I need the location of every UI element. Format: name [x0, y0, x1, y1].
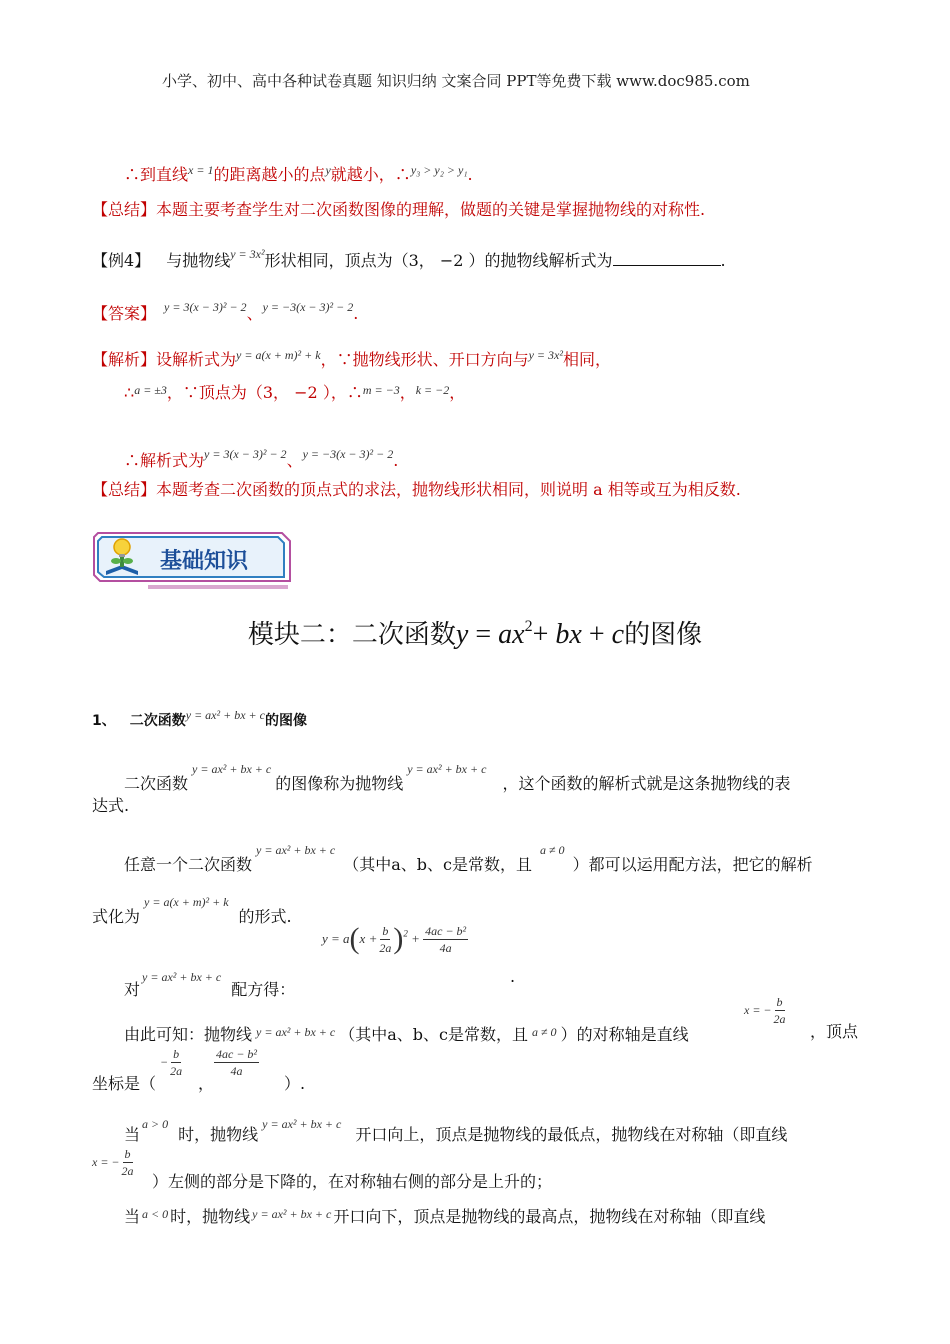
period: .	[510, 967, 516, 986]
example-label: 【例4】	[92, 251, 151, 270]
text: 、	[246, 304, 263, 323]
math: y = ax² + bx + c	[192, 762, 272, 776]
text: 配方得：	[231, 980, 296, 999]
analysis-line-3	[124, 443, 398, 472]
text: ，∵顶点为（3， −2 ），∴	[166, 383, 363, 402]
text: 、	[286, 451, 303, 470]
math: y = ax² + bx + c	[407, 762, 487, 776]
text: .	[720, 251, 726, 270]
text: 时，抛物线	[170, 1207, 251, 1226]
text: 的图像	[264, 713, 307, 729]
text: ）都可以运用配方法，把它的解析	[572, 855, 813, 874]
vertex-y-formula: $\frac{\text{4ac − b²}}{4a}$	[216, 1047, 258, 1078]
module-title: 模块二：二次函数$y = ax^2+$ bx + c的图像	[247, 618, 703, 650]
text: 的图像称为抛物线	[275, 774, 404, 793]
paragraph-5-cont: ）左侧的部分是下降的，在对称轴右侧的部分是上升的；	[152, 1172, 553, 1191]
math: y = 3x²	[230, 247, 265, 261]
text: 的形式.	[238, 907, 292, 926]
title-pre: 模块二：二次函数	[247, 620, 456, 650]
math: y = a(x + m)² + k	[236, 348, 321, 362]
math: y = 3(x − 3)² − 2	[164, 300, 247, 314]
section-heading-1	[92, 708, 307, 730]
paragraph-6	[124, 1203, 765, 1228]
paragraph-1-cont: 达式.	[92, 796, 130, 815]
answer-line	[92, 296, 358, 325]
answer-label: 【答案】	[92, 304, 157, 323]
math: a ≠ 0	[539, 843, 565, 857]
section-number: 1、	[92, 713, 116, 729]
text: 任意一个二次函数	[124, 855, 253, 874]
paragraph-2	[124, 839, 813, 876]
math: y = ax² + bx + c	[262, 1117, 342, 1131]
title-post: 的图像	[624, 620, 703, 650]
text: .	[393, 451, 399, 470]
paragraph-4	[124, 1021, 689, 1046]
paragraph-2-cont	[92, 891, 292, 928]
text: 时，抛物线	[178, 1125, 259, 1144]
math: y = a(x + m)² + k	[144, 895, 229, 909]
paragraph-3	[124, 966, 295, 1001]
text: 设解析式为	[156, 350, 237, 369]
math: y	[325, 163, 331, 177]
text: ∴到直线	[124, 165, 189, 184]
text: 二次函数	[129, 713, 186, 729]
text: 当	[124, 1125, 141, 1144]
axis-formula-2: x = − $\frac{b}{2a}$	[92, 1147, 134, 1178]
math: y = ax² + bx + c	[142, 970, 222, 984]
paragraph-4-cont	[92, 1073, 156, 1095]
text: ）的对称轴是直线	[560, 1025, 689, 1044]
vertex-x-formula: − $\frac{b}{2a}$	[160, 1047, 183, 1078]
math: y = 3(x − 3)² − 2	[204, 447, 287, 461]
text: ∴解析式为	[124, 451, 205, 470]
text: （其中a、b、c是常数，且	[343, 855, 532, 874]
math: m = −3	[362, 383, 400, 397]
text: ，	[399, 383, 416, 402]
answer-blank	[613, 251, 721, 266]
text: ，顶点	[810, 1022, 859, 1041]
math: a < 0	[142, 1207, 169, 1221]
math: y = 3x²	[528, 348, 563, 362]
text: 与抛物线	[166, 251, 231, 270]
math: k = −2	[415, 383, 450, 397]
text: 式化为	[92, 907, 141, 926]
math: a > 0	[142, 1117, 169, 1131]
math: y = −3(x − 3)² − 2	[262, 300, 354, 314]
conclusion-line	[124, 159, 473, 186]
math: a ≠ 0	[531, 1025, 557, 1039]
math: y = ax² + bx + c	[185, 708, 265, 722]
analysis-line-1	[92, 344, 611, 371]
text: .	[353, 304, 359, 323]
text: 相同，	[562, 350, 611, 369]
text: 开口向下，顶点是抛物线的最高点，抛物线在对称轴（即直线	[333, 1207, 766, 1226]
math: y = ax² + bx + c	[252, 1207, 332, 1221]
completed-square-formula: y = a(x + $\frac{b}{2a}$ )$^2$ + $\frac{\text{4ac − b²}}{4a}$	[322, 922, 467, 955]
math: y₃ > y₂ > y₁	[410, 163, 468, 177]
text: 由此可知：抛物线	[124, 1025, 253, 1044]
text: （其中a、b、c是常数，且	[339, 1025, 528, 1044]
text: ，	[198, 1074, 215, 1093]
text: ）.	[284, 1074, 306, 1093]
text: 当	[124, 1207, 141, 1226]
text: 形状相同，顶点为（3， −2 ）的抛物线解析式为	[264, 251, 613, 270]
math: x = 1	[188, 163, 214, 177]
math: y = −3(x − 3)² − 2	[302, 447, 394, 461]
axis-formula: x = − $\frac{b}{2a}$	[744, 995, 786, 1026]
paragraph-5	[124, 1113, 787, 1146]
text: 坐标是（	[92, 1074, 157, 1093]
math: a = ±3	[134, 383, 167, 397]
text: ，	[449, 383, 466, 402]
example-4	[92, 243, 726, 272]
math: y = ax² + bx + c	[256, 1025, 336, 1039]
text: 开口向上，顶点是抛物线的最低点，抛物线在对称轴（即直线	[355, 1125, 788, 1144]
text: ，∵抛物线形状、开口方向与	[320, 350, 529, 369]
text: 的距离越小的点	[213, 165, 326, 184]
text: 就越小，∴	[330, 165, 411, 184]
text: 二次函数	[124, 774, 189, 793]
text: ，这个函数的解析式就是这条抛物线的表	[502, 774, 791, 793]
math: y = ax² + bx + c	[256, 843, 336, 857]
text: .	[467, 165, 473, 184]
analysis-line-2	[124, 379, 465, 404]
analysis-label: 【解析】	[92, 350, 157, 369]
text: ∴	[124, 383, 135, 402]
summary-1: 【总结】本题主要考查学生对二次函数图像的理解，做题的关键是掌握抛物线的对称性.	[92, 200, 706, 219]
basic-knowledge-badge	[92, 527, 292, 591]
summary-2: 【总结】本题考查二次函数的顶点式的求法，抛物线形状相同，则说明 a 相等或互为相反数.	[92, 480, 741, 499]
text: 对	[124, 980, 141, 999]
page-header: 小学、初中、高中各种试卷真题 知识归纳 文案合同 PPT等免费下载 www.doc985.com	[162, 72, 750, 90]
badge-label: 基础知识	[160, 549, 249, 574]
paragraph-1	[124, 758, 790, 795]
